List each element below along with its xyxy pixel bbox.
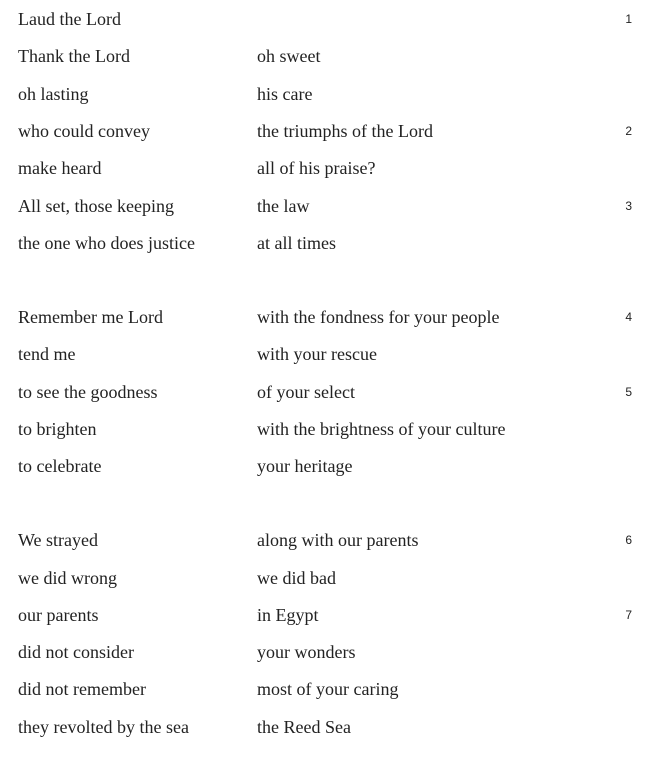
poem-line (0, 679, 667, 709)
line-right-text: your heritage (257, 456, 353, 476)
line-left-text: did not consider (18, 642, 134, 662)
line-right-text: with the brightness of your culture (257, 419, 506, 439)
poem-line (0, 233, 667, 263)
line-right-text: most of your caring (257, 679, 399, 699)
line-left-text: they revolted by the sea (18, 717, 189, 737)
line-left-text: the one who does justice (18, 233, 195, 253)
poem-line (0, 158, 667, 188)
line-right-text: his care (257, 84, 313, 104)
poem-title: Laud the Lord (18, 9, 121, 29)
poem-line (0, 84, 667, 114)
verse-number: 7 (625, 608, 632, 622)
poem-line (0, 717, 667, 747)
poem-line (0, 568, 667, 598)
line-right-text: the law (257, 196, 310, 216)
line-left-text: We strayed (18, 530, 99, 550)
line-left-text: to see the goodness (18, 382, 158, 402)
poem-line (0, 121, 667, 151)
verse-number: 5 (625, 385, 632, 399)
poem-line (0, 196, 667, 226)
poem-line (0, 530, 667, 560)
line-left-text: we did wrong (18, 568, 117, 588)
line-right-text: the triumphs of the Lord (257, 121, 433, 141)
line-right-text: your wonders (257, 642, 356, 662)
line-right-text: at all times (257, 233, 336, 253)
line-left-text: Thank the Lord (18, 46, 130, 66)
poem-line (0, 344, 667, 374)
poem-line (0, 382, 667, 412)
line-left-text: Remember me Lord (18, 307, 163, 327)
line-left-text: oh lasting (18, 84, 89, 104)
line-right-text: all of his praise? (257, 158, 376, 178)
line-right-text: we did bad (257, 568, 336, 588)
verse-number: 6 (625, 533, 632, 547)
line-left-text: our parents (18, 605, 99, 625)
poem-line (0, 46, 667, 76)
poem-line (0, 605, 667, 635)
poem-line (0, 307, 667, 337)
poem-line (0, 642, 667, 672)
verse-number: 4 (625, 310, 632, 324)
line-right-text: the Reed Sea (257, 717, 351, 737)
line-left-text: All set, those keeping (18, 196, 174, 216)
line-left-text: did not remember (18, 679, 146, 699)
title-line (0, 9, 667, 39)
poem-line (0, 456, 667, 486)
line-right-text: in Egypt (257, 605, 319, 625)
poem-line (0, 419, 667, 449)
line-left-text: tend me (18, 344, 76, 364)
line-left-text: make heard (18, 158, 102, 178)
line-right-text: with the fondness for your people (257, 307, 500, 327)
line-right-text: oh sweet (257, 46, 321, 66)
line-left-text: to brighten (18, 419, 97, 439)
line-right-text: along with our parents (257, 530, 419, 550)
line-right-text: with your rescue (257, 344, 377, 364)
verse-number: 1 (625, 12, 632, 26)
line-right-text: of your select (257, 382, 355, 402)
verse-number: 3 (625, 199, 632, 213)
verse-number: 2 (625, 124, 632, 138)
line-left-text: who could convey (18, 121, 150, 141)
line-left-text: to celebrate (18, 456, 102, 476)
